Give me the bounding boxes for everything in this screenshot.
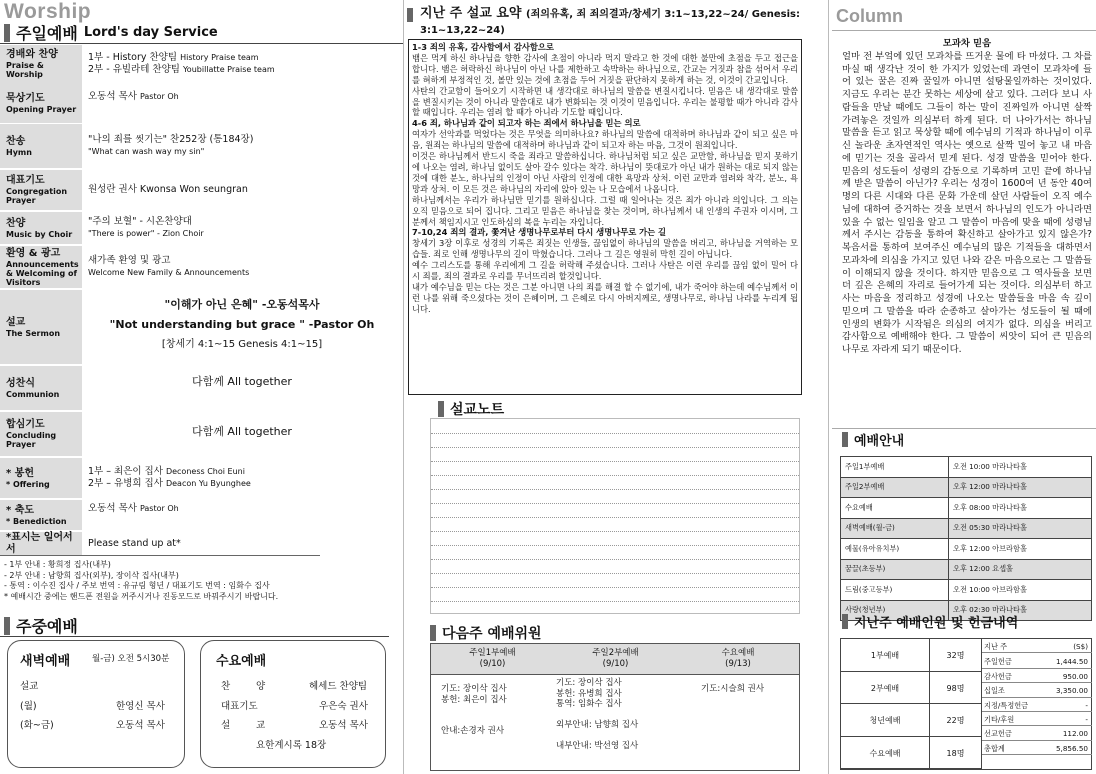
service-name: 주일2부예배 [841,477,949,498]
offering-type: 감사헌금 [984,671,1012,681]
order-line [88,255,249,267]
next-assignment [441,716,507,727]
order-value [88,184,248,196]
order-label [0,124,82,168]
order-line-en: Youbillatte Praise team [182,65,275,74]
order-line-text: 새가족 환영 및 광고 [88,255,171,266]
order-line [88,52,275,64]
order-label-en: Congregation Prayer [6,187,68,205]
attendance-count: 22명 [929,704,981,736]
offering-row [982,698,1092,712]
note-line [431,461,799,462]
lords-day-en: Lord's day Service [83,25,218,40]
order-label-ko: 설교 [6,316,26,328]
wed-row-value: 헤세드 찬양팀 [309,681,368,692]
offering-type: 주일헌금 [984,657,1012,667]
offering-type: 기타/후원 [984,715,1015,724]
order-label-ko: 찬양 [6,217,26,229]
order-line-en: "What can wash way my sin" [88,147,205,156]
note-line [431,433,799,434]
order-label [0,458,82,498]
attendance-row [841,737,981,770]
summary-paragraph: 뱀은 먹게 하신 하나님을 향한 감사에 초점이 아니라 먹지 말라고 한 것에 대한 불만에 초점을 두고 접근을 합니다. 뱀은 허락하신 하나님이 아닌 나를 제한하고 속박하는 하나님으로, 간교는 거짓과 참을 섞어서 우리를 혀하게 부정적인 것, 볼만 있는 것에 초점을 두어 거짓을 판단하지 못하게 하는 것, 이것이 간교입니다. [412,52,798,85]
sermon-summary-box [408,39,802,395]
order-label-ko: 경배와 찬양 [6,49,58,60]
attendance-service: 수요예배 [869,748,901,758]
order-line-text: 2부 - 유빌라테 찬양팀 [88,64,180,75]
next-col-2-cell [556,678,638,752]
order-label-ko: 묵상기도 [6,92,45,104]
attendance-service: 2부예배 [870,683,900,693]
order-line-text: 오동석 목사 [88,503,137,514]
order-line-text: 1부 – 최은이 집사 [88,466,163,477]
volunteer-note: - 통역 : 이수진 집사 / 주보 번역 : 유규림 형년 / 대표기도 번역 : 임화수 집사 [4,581,270,590]
service-name: 꿈끌(초등부) [841,559,949,580]
note-line [431,587,799,588]
column-article [842,38,1092,357]
order-line-text: 2부 – 유병희 집사 [88,478,163,489]
next-assignment: 기도: 장이삭 집사 [441,684,507,694]
attendance-row [841,672,981,705]
attendance-row [841,704,981,737]
service-name: 사랑(청년부) [841,600,949,621]
offering-type: 총합계 [984,743,1005,753]
next-col-name: 주일2부예배 [592,648,639,658]
service-name: 새벽예배(월-금) [841,518,949,539]
order-label-en: Concluding Prayer [6,431,57,449]
offering-type: 지정/특정헌금 [984,700,1029,710]
next-col-date: (9/10) [479,659,506,669]
offering-amount: 950.00 [1062,671,1088,681]
order-label-ko: 환영 & 광고 [6,247,61,259]
wed-service-box [200,640,386,768]
service-row [841,559,1092,580]
section-bar [4,24,10,42]
dawn-time: 월-금) 오전 5시30분 [92,654,170,664]
note-line [431,573,799,574]
order-value [88,466,251,490]
summary-paragraph: 예수 그리스도를 통해 우리에게 그 길을 허락해 주셨습니다. 그러나 사탄은 이런 우리를 끊임 없이 밀어 다시 죄를, 죄의 결과로 우리를 무너뜨리려 할것입니다. [412,260,798,282]
note-line [431,517,799,518]
summary-paragraph: 사탄의 간교함이 들어오기 시작하면 내 생각대로 하나님의 말씀을 변질시킵니다. 믿음은 내 생각대로 말씀을 변질시키는 것이 아니라 말씀대로 내가 변화되는 것 이것이 믿음입니다. 우리는 불평할 때가 아니라 감사할 때입니다. 우리는 염려 할 때가 아니라 기도할 때입니다. [412,85,798,118]
order-label [0,45,82,83]
next-week-table-header [431,644,799,675]
order-value [88,538,181,550]
attendance-row [841,639,981,672]
summary-paragraph: 창세기 3장 이후로 성경의 기록은 죄짓는 인생들, 끊임없이 하나님의 말씀을 버리고, 하나님을 거역하는 모습들. 죄로 인해 생명나무의 길이 막혔습니다. 그러나 그 길은 영원히 막힌 길이 아닙니다. [412,238,798,260]
order-label-ko: 대표기도 [6,175,45,186]
service-time: 오후 12:00 마라나타홀 [949,477,1092,498]
summary-subtitle: (죄의유혹, 죄 죄의결과/창세기 3:1~13,22~24/ Genesis: 3:1~13,22~24) [420,9,800,36]
column-divider [403,0,404,774]
service-time: 오후 08:00 마라나타홀 [949,498,1092,519]
order-label-en: * Offering [6,479,50,489]
note-line [431,503,799,504]
order-line [88,466,251,478]
lords-day-header [4,21,218,44]
weekday-header [4,614,78,637]
wed-row-label: 찬 [221,681,231,692]
volunteer-note: - 2부 안내 : 남향희 집사(외부), 장이삭 집사(내부) [4,570,179,580]
order-label [0,366,82,410]
order-label-en: The Sermon [6,328,61,338]
note-line [431,447,799,448]
summary-paragraph: 이것은 하나님께서 반드시 죽을 죄라고 말씀하십니다. 하나님처럼 되고 싶은 교만함, 하나님을 믿지 못하기에 나오는 염려, 하나님 없이도 살아 갈수 있다는 착각. 하나님이 뜻대로가 아닌 내가 원하는 대로 되지 않는 것에 대한 분노, 하나님의 인정이 아닌 사람의 인정에 대한 욕망과 상처. 이런 교만과 염려와 착각, 분노, 욕망과 상처. 이 모든 것은 하나님의 자리에 앉아 있는 나 모습에서 나옵니다. [412,151,798,194]
concluding-text: 다함께 All together [192,425,292,438]
offering-amount: 1,444.50 [1055,657,1088,667]
next-week-header [430,623,542,643]
order-label [0,290,82,364]
order-value [88,503,179,515]
sermon-title-ko: "이해가 아닌 은혜" -오동석목사 [164,298,320,311]
service-name: 주일1부예배 [841,457,949,478]
note-line [431,559,799,560]
lords-day-ko: 주일예배 [16,24,78,43]
attendance-count: 18명 [929,737,981,769]
summary-paragraph: 여자가 선악과를 먹었다는 것은 무엇을 의미하나요? 하나님의 말씀에 대적하며 하나님과 같이 되고 싶은 마음, 원죄는 하나님의 말씀에 대적하며 하나님과 같이 되고자 하는 마음, 그것이 원죄입니다. [412,129,798,151]
offering-header-unit: (S$) [1073,642,1088,651]
note-line [431,545,799,546]
divider [832,30,1096,31]
summary-heading: 1-3 죄의 유혹, 감사함에서 감사함으로 [412,42,554,52]
order-label-ko: 합심기도 [6,419,45,430]
order-line-text: "주의 보혈" - 시온찬양대 [88,216,192,227]
order-label [0,246,82,288]
section-bar [438,401,444,417]
order-value [88,52,275,76]
summary-heading: 4-6 죄, 하나님과 같이 되고자 하는 죄에서 하나님을 믿는 의로 [412,118,641,129]
offering-amount: 3,350.00 [1055,686,1088,696]
offering-amount: - [1085,715,1088,724]
attendance-count: 32명 [929,639,981,671]
summary-paragraph: 내가 예수님을 믿는 다는 것은 그분 아니면 나의 죄를 해결 할 수 없기에, 내가 죽어야 하는데 예수님께서 이런 나를 위해 죽으셨다는 것이 은혜이며, 그 은혜로 다시 아버지께로, 생명나무로, 하나님 나라를 누리게 됩니다. [412,281,798,314]
service-name: 드림(중고등부) [841,580,949,601]
order-line-en: History Praise team [180,53,259,62]
order-line-en: "There is power" - Zion Choir [88,229,204,238]
communion-text: 다함께 All together [192,375,292,388]
next-assignment [556,731,638,742]
order-label-en: Opening Prayer [6,104,77,114]
stats-header [842,612,1018,631]
offering-type: 선교헌금 [984,729,1012,739]
service-row [841,498,1092,519]
notes-header [438,399,504,419]
offering-header [982,639,1092,653]
service-time: 오전 10:00 마라나타홀 [949,457,1092,478]
attendance-service: 청년예배 [869,716,901,725]
next-col-name: 주일1부예배 [469,648,516,658]
volunteer-notes [4,560,278,602]
service-time: 오후 12:00 요셉홀 [949,559,1092,580]
next-col-1 [431,648,554,670]
next-col-name: 수요예배 [721,648,755,658]
service-row [841,457,1092,478]
next-assignment [441,705,507,716]
order-label [0,532,82,556]
next-assignment: 통역: 임화수 집사 [556,699,622,709]
next-assignment [556,710,638,721]
column-title: Column [836,6,903,26]
sermon-note-area[interactable] [430,418,800,614]
note-line [431,475,799,476]
offering-row [982,669,1092,683]
next-assignment: 기도: 장이삭 집사 [556,678,622,688]
order-label-ko: * 축도 [6,504,35,516]
stats-table [840,638,1092,770]
order-label [0,500,82,530]
note-line [431,489,799,490]
service-guide-table [840,456,1092,621]
order-line-text: 오동석 목사 [88,91,137,102]
note-line [431,531,799,532]
next-col-3-cell [701,684,764,695]
offering-row [982,712,1092,726]
summary-paragraph: 하나님께서는 우리가 하나님만 믿기를 원하십니다. 그럴 때 일어나는 것은 죄가 아니라 의입니다. 그 의는 오직 믿음으로 되어 집니다. 그리고 믿음은 하나님을 찾는 것이며, 하나님께서 내 인생의 주권자 이시며, 그분께서 책임지시고 인도하심의 복을 누리는 자입니다. [412,194,798,227]
worship-title: Worship [4,0,92,23]
wed-row-value: 우은숙 권사 [319,701,368,712]
section-bar [842,432,848,447]
stats-title: 지난주 예배인원 및 헌금내역 [854,616,1019,631]
next-assignment: 봉헌: 최은이 집사 [441,694,507,705]
attendance-count: 98명 [929,672,981,704]
order-value [88,255,249,279]
offering-list [981,639,1091,769]
service-row [841,580,1092,601]
service-time: 오후 12:00 아브라함홀 [949,539,1092,560]
dawn-service-box [7,640,185,768]
order-label-en: * Benediction [6,516,67,526]
order-line-en: Pastor Oh [139,504,179,513]
order-line-en: Welcome New Family & Announcements [88,268,250,277]
order-line-text: "나의 죄를 씻기는" 찬252장 (통184장) [88,134,254,145]
section-bar [407,8,413,22]
wed-foot: 요한계시록 18장 [256,740,327,751]
dawn-row-label: (화~금) [20,720,54,731]
order-line-text: Please stand up at* [88,538,181,549]
order-line-en: Pastor Oh [139,92,179,101]
offering-header-label: 지난 주 [984,642,1008,651]
dawn-row-value: 한영신 목사 [116,701,165,712]
attendance-service: 1부예배 [870,651,900,660]
offering-row [982,683,1092,697]
column-body: 얼마 전 부엌에 있던 모과차를 뜨거운 물에 타 마셨다. 그 차를 마실 때 생각난 것이 한 가지가 있었는데 과연이 모과차에 들어 있는 꿀은 진짜 꿀일까 아니면 설탕물일까하는 것이었다. 지금도 우리는 분간 못하는 세상에 살고 있다. 그러다 보니 사람들을 만날 때에도 그들이 하는 말이 진짜일까 아니면 살짝 가려놓은 것일까 의심부터 하게 된다. 더 나아가서는 하나님 말씀을 듣고 읽고 묵상할 때에 예수님의 기적과 하나님이 이루신 놀라운 초자연적인 역사는 옛으로 살짝 밀어 놓고 내 마음에 믿기는 것을 골라서 믿게 된다. 성경 말씀을 믿어야 한다. 믿음의 성도들이 성령의 감동으로 기록하며 고민 끝에 하나님께 받은 말씀이 아닌가? 우리는 성경이 1600여 년 동안 40여명의 다른 시대와 다른 문화 가운데 살던 사람들이 오직 예수님에 대하여 증거하는 것을 보면서 하나님의 인도가 아니라면 있을 수 없는 일임을 알고 그 말씀이 마음에 맞을 때에 성령님께서 주시는 감동을 통하여 확신하고 살아가고 있지 않은가? 복음서를 통하여 보여주신 예수님의 많은 기적들을 대하면서 모과차에 의심을 가지고 있던 나와 같은 마음으로는 그 말씀들이 이해되지 않을 것이다. 하지만 믿음으로 그 역사들을 보면 더 깊은 은혜의 자리로 들어가게 되는 것이다. 의심부터 하고 사는 마음을 정리하고 성경에 나오는 말씀들을 마음 속 깊이 믿으며 그 말씀을 따라 순종하고 살아가는 성도들이 될 때에 인생의 변화가 시작됨은 의심의 여지가 없다. 의심을 버리고 감사함으로 예배해야 한다. 그 말씀이 씨앗이 되어 큰 믿음의 나무로 자라게 되기 때문이다. [842,50,1092,355]
section-bar [842,614,848,629]
sermon-summary-title [420,6,820,38]
dawn-row-label: (월) [20,701,37,712]
order-label-en: Communion [6,389,60,399]
offering-amount: - [1085,700,1088,710]
next-assignment: 기도:시슬희 권사 [701,684,765,694]
dawn-row-label: 설교 [20,681,39,692]
section-bar [4,617,10,635]
wed-row-label: 대표기도 [221,701,258,712]
service-time: 오후 02:30 마라나타홀 [949,600,1092,621]
dawn-title: 새벽예배 [20,654,71,669]
next-week-title: 다음주 예배위원 [442,626,542,642]
order-label [0,412,82,456]
next-assignment: 외부안내: 남향희 집사 [556,720,639,730]
volunteer-note: - 1부 안내 : 황희정 집사(내부) [4,560,111,569]
wed-title: 수요예배 [216,654,267,669]
next-col-date: (9/10) [602,659,629,669]
volunteer-note: * 예배시간 중에는 핸드폰 전원을 꺼주시거나 진동모드로 바꿔주시기 바랍니다. [4,591,279,601]
summary-heading: 7-10,24 죄의 결과, 쫓겨난 생명나무로부터 다시 생명나무로 가는 길 [412,227,667,238]
service-guide-header [842,430,904,449]
weekday-title: 주중예배 [16,617,78,636]
offering-amount: 112.00 [1062,729,1088,739]
order-line [88,64,275,76]
next-col-date: (9/13) [725,659,751,669]
wed-row-value: 오동석 목사 [319,720,368,731]
offering-row [982,654,1092,668]
order-line [88,184,248,196]
service-guide-title: 예배안내 [854,434,905,449]
summary-title: 지난 주 설교 요약 [420,6,522,21]
service-row [841,518,1092,539]
divider [0,555,320,556]
offering-row [982,741,1092,755]
order-label [0,83,82,123]
order-line [88,503,179,515]
service-time: 오전 05:30 마라나타홀 [949,518,1092,539]
notes-title: 설교노트 [450,402,505,418]
service-row [841,539,1092,560]
offering-amount: 5,856.50 [1055,743,1088,753]
order-label-ko: 찬송 [6,135,26,147]
sermon-title-en: "Not understanding but grace " -Pastor Oh [109,318,375,331]
order-line-en: Deacon Yu Byunghee [165,479,251,488]
order-label [0,170,82,210]
order-line [88,134,253,146]
order-label-en: Praise & Worship [6,61,44,79]
next-assignment: 내부안내: 박선영 집사 [556,741,639,751]
next-assignment: 봉헌: 유병희 집사 [556,688,622,699]
order-label-en: Music by Choir [6,229,73,239]
next-col-3 [677,648,799,670]
order-value [88,134,253,158]
order-value [88,91,179,103]
order-line [88,478,251,490]
order-value [88,216,204,240]
service-name: 수요예배 [841,498,949,519]
next-assignment: 안내:손경자 권사 [441,726,505,736]
attendance-list [841,639,981,769]
order-label [0,212,82,244]
service-name: 예물(유아유치부) [841,539,949,560]
order-line-text: 1부 - History 찬양팀 [88,52,178,63]
column-divider [828,0,829,774]
dawn-row-value: 오동석 목사 [116,720,165,731]
wed-row-label: 설 [221,720,231,731]
section-bar [430,625,436,641]
order-line [88,216,204,228]
order-line-text: 원성란 권사 Kwonsa Won seungran [88,184,248,195]
service-row [841,477,1092,498]
divider [0,43,404,44]
next-col-1-cell [441,684,507,737]
divider [832,428,1096,429]
wed-row-label: 양 [256,681,266,692]
order-line [88,538,181,550]
order-line [88,91,179,103]
order-label-ko: * 봉헌 [6,467,35,479]
wed-row-label: 교 [256,720,266,731]
service-time: 오전 10:00 아브라함홀 [949,580,1092,601]
order-line-en: Deconess Choi Euni [165,467,245,476]
next-col-2 [554,648,677,670]
sermon-reference: [창세기 4:1~15 Genesis 4:1~15] [161,339,323,350]
offering-type: 십일조 [984,686,1005,696]
next-week-table [430,643,800,771]
column-heading: 모과차 믿음 [942,38,992,49]
order-label-en: Announcements & Welcoming of Visitors [6,259,79,287]
note-line [431,601,799,602]
offering-row [982,726,1092,740]
divider [0,636,389,637]
order-label-ko: 성찬식 [6,377,35,389]
order-label-en: Hymn [6,147,32,157]
order-label-ko: *표시는 일어서서 [6,532,73,555]
